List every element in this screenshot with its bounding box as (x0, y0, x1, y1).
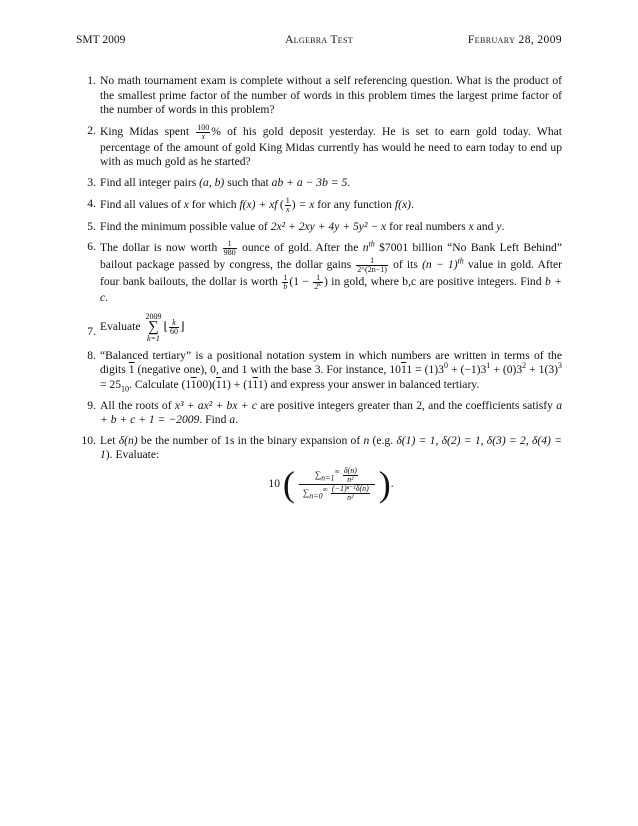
header-left: SMT 2009 (76, 34, 126, 46)
problem-number: 9. (87, 398, 96, 412)
problem-number: 7. (87, 324, 96, 338)
problem-8: 8. “Balanced tertiary” is a positional notation system in which numbers are written in terms of the digits 1 (negative one), 0, and 1 with the base 3. For instance, $1011 = (1)3^0 + (-1)3^1 + (0)3^2 + 1(3)^3 = 25_{10}$. Calculate (1100)(11) + (111) and express your answer in balanced tertiary. (80, 349, 562, 393)
big-fraction: $\sum_{n=1}^\infty$ $\frac{\delta(n)}{\text{n²}}$ $\sum_{n=0}^\infty$ $\frac{\text{(−1)ⁿ⁻¹δ(n)}}{\text{n²}}$ (299, 467, 375, 502)
problem-7: 7. Evaluate 2009 ∑ k=1⌊ $\frac{k}{60}$ ⌋ (80, 312, 562, 343)
problem-number: 2. (87, 123, 96, 137)
problem-3: 3. Find all integer pairs (a, b) such that ab + a − 3b = 5. (80, 176, 562, 191)
problem-number: 4. (87, 196, 96, 210)
math: x³ + ax² + bx + c (174, 398, 257, 412)
problem-10: 10. Let δ(n) be the number of 1s in the binary expansion of n (e.g. δ(1) = 1, δ(2) = 1, δ(3) = 2, δ(4) = 1). Evaluate: 10 ( $\sum_{n=1}^\infty$ $\frac{\delta(n)}{\text{n²}}$ $\sum_{n=0}^\infty$ $\frac{\text{(−1)ⁿ⁻¹δ(n)}}{\text{n²}}$ ). (80, 434, 562, 513)
problem-4: 4. Find all values of x for which f(x) + xf ( $\frac{1}{x}$ ) = x for any function f(x). (80, 197, 562, 214)
problem-number: 1. (87, 74, 96, 87)
math: f(x) + xf (239, 197, 278, 211)
fraction: $\frac{1}{2\^{}(2n-1)}$ (357, 256, 387, 275)
problem-number: 3. (87, 175, 96, 189)
problem-1 (80, 74, 562, 118)
header-date: February 28, 2009 (467, 34, 562, 46)
page-header (76, 34, 562, 48)
fraction: $\frac{1}{2^c}$ (314, 273, 322, 292)
summation: 2009 ∑ k=1 (145, 311, 162, 343)
problem-text: No math tournament exam is complete without a self referencing question. What is the product of the smallest prime factor of the number of words in this problem times the largest prime factor of the number of words in this problem? (100, 74, 562, 117)
fraction: $\frac{k}{60}$ (170, 317, 178, 336)
problem-5: 5. Find the minimum possible value of 2x² + 2xy + 4y + 5y² − x for real numbers x and y. (80, 220, 562, 235)
math: ab + a − 3b = 5 (271, 175, 348, 189)
problem-text: King Midas spent (100, 124, 196, 138)
display-equation: 10 ( $\sum_{n=1}^\infty$ $\frac{\delta(n)}{\text{n²}}$ $\sum_{n=0}^\infty$ $\frac{\text{(−1)ⁿ⁻¹δ(n)}}{\text{n²}}$ ). (268, 464, 394, 505)
math: (a, b) (199, 175, 225, 189)
math: a + b + c + 1 = −2009 (100, 398, 562, 427)
fraction: $\frac{1}{980}$ (223, 239, 236, 258)
problem-2 (80, 124, 562, 170)
problem-number: 10. (81, 433, 96, 447)
problem-number: 6. (87, 240, 96, 254)
problem-list (80, 74, 562, 519)
problem-9: 9. All the roots of x³ + ax² + bx + c are positive integers greater than 2, and the coefficients satisfy a + b + c + 1 = −2009. Find a. (80, 399, 562, 428)
fraction: $\frac{1}{b}$ (283, 273, 288, 292)
problem-number: 8. (87, 348, 96, 362)
coefficient: 10 (268, 477, 280, 491)
fraction: $\frac{1}{x}$ (285, 195, 290, 214)
problem-text: % of his gold deposit yesterday. He is set to earn gold today. What percentage of the amount of gold King Midas currently has would he need to earn today to end up with as much gold as he started? (100, 124, 562, 169)
math: 2x² + 2xy + 4y + 5y² − x (270, 219, 387, 233)
problem-6: 6. The dollar is now worth $\frac{1}{980}$ ounce of gold. After the $n^{th}$ $7001 billion “No Bank Left Behind” bailout package passed by congress, the dollar gains $\frac{1}{2\^{}(2n-1)}$ of its $(n - 1)^{th}$ value in gold. After four bank bailouts, the dollar is worth $\frac{1}{b}$ (1 − $\frac{1}{2^c}$ ) in gold, where b,c are positive integers. Find b + c. (80, 240, 562, 306)
fraction: $\frac{100}{x}$ (197, 122, 210, 141)
problem-number: 5. (87, 219, 96, 233)
header-title: Algebra Test (285, 34, 353, 46)
